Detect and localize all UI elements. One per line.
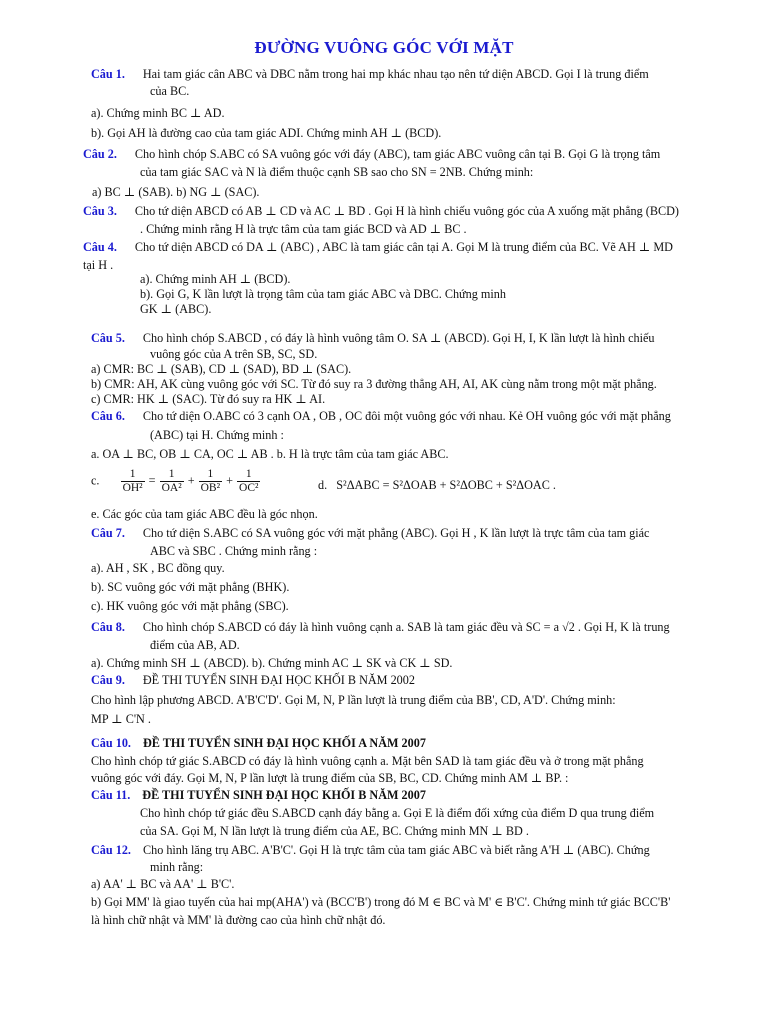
line-text: b) CMR: AH, AK cùng vuông góc với SC. Từ đó suy ra 3 đường thẳng AH, AI, AK cùng nằm trong một mặt phẳng. (91, 377, 657, 391)
text-line (91, 895, 670, 910)
line-text: minh rằng: (150, 860, 204, 874)
text-line (91, 526, 649, 541)
line-text: c). HK vuông góc với mặt phẳng (SBC). (91, 599, 289, 613)
text-line (91, 620, 670, 635)
text-line (83, 240, 673, 255)
line-text: Cho hình chóp tứ giác S.ABCD có đáy là hình vuông cạnh a. Mặt bên SAD là tam giác đều và ở trong mặt phẳng (91, 754, 644, 768)
text-line (91, 447, 449, 462)
line-text: a) CMR: BC ⊥ (SAB), CD ⊥ (SAD), BD ⊥ (SAC). (91, 362, 352, 376)
text-line (91, 599, 289, 614)
text-line (91, 788, 426, 803)
text-line (83, 258, 113, 273)
text-line (91, 843, 650, 858)
line-text: a. OA ⊥ BC, OB ⊥ CA, OC ⊥ AB . b. H là trực tâm của tam giác ABC. (91, 447, 449, 461)
line-text: GK ⊥ (ABC). (140, 302, 212, 316)
text-line (91, 106, 225, 121)
question-number: Câu 11. (91, 788, 131, 802)
text-line (91, 771, 568, 786)
fraction-ob: $\frac{1}{\text{OB²}}$ (200, 468, 221, 494)
text-line (91, 656, 452, 671)
line-text: c) CMR: HK ⊥ (SAC). Từ đó suy ra HK ⊥ AI. (91, 392, 326, 406)
text-line (150, 544, 317, 559)
line-text: Cho hình lập phương ABCD. A'B'C'D'. Gọi M, N, P lần lượt là trung điểm của BB', CD, A'D'. Chứng minh: (91, 693, 616, 707)
text-line (150, 638, 240, 653)
question-number: Câu 10. (91, 736, 131, 750)
line-text: b). SC vuông góc với mặt phẳng (BHK). (91, 580, 290, 594)
line-text: ĐỀ THI TUYỂN SINH ĐẠI HỌC KHỐI B NĂM 2002 (142, 673, 415, 687)
exam-heading: ĐỀ THI TUYỂN SINH ĐẠI HỌC KHỐI B NĂM 2007 (142, 788, 426, 802)
text-line (140, 302, 211, 317)
line-text: ABC và SBC . Chứng minh rằng : (150, 544, 318, 558)
line-text: Cho hình chóp S.ABCD , có đáy là hình vuông tâm O. SA ⊥ (ABCD). Gọi H, I, K lần lượt là hình chiếu (142, 331, 655, 345)
line-text: b) Gọi MM' là giao tuyến của hai mp(AHA') và (BCC'B') trong đó M ∈ BC và M' ∈ B'C'. Chứng minh tứ giác BCC'B' (91, 895, 671, 909)
fraction-oc: $\frac{1}{\text{OC²}}$ (239, 468, 259, 494)
line-text: a) AA' ⊥ BC và AA' ⊥ B'C'. (91, 877, 235, 891)
text-line (150, 84, 189, 99)
formula-c-label: c. (91, 473, 100, 488)
text-line (140, 824, 529, 839)
question-number: Câu 7. (91, 526, 125, 540)
line-text: Cho hình chóp S.ABC có SA vuông góc với đáy (ABC), tam giác ABC vuông cân tại B. Gọi G là trọng tâm (134, 147, 661, 161)
line-text: . Chứng minh rằng H là trực tâm của tam giác BCD và AD ⊥ BC . (140, 222, 467, 236)
text-line (83, 147, 660, 162)
text-line (91, 362, 351, 377)
question-number: Câu 3. (83, 204, 117, 218)
line-text: vuông góc với đáy. Gọi M, N, P lần lượt là trung điểm của SB, BC, CD. Chứng minh AM ⊥ BP. : (91, 771, 569, 785)
question-number: Câu 8. (91, 620, 125, 634)
text-line (140, 806, 654, 821)
line-text: Cho tứ diện O.ABC có 3 cạnh OA , OB , OC đôi một vuông góc với nhau. Kẻ OH vuông góc với mặt phẳng (142, 409, 671, 423)
question-number: Câu 4. (83, 240, 117, 254)
line-text: Cho hình lăng trụ ABC. A'B'C'. Gọi H là trực tâm của tam giác ABC và biết rằng A'H ⊥ (ABC). Chứng (142, 843, 650, 857)
line-text: Cho tứ diện ABCD có AB ⊥ CD và AC ⊥ BD . Gọi H là hình chiếu vuông góc của A xuống mặt phẳng (BCD) (134, 204, 679, 218)
formula-d-text: S²ΔABC = S²ΔOAB + S²ΔOBC + S²ΔOAC . (336, 478, 556, 492)
text-line (140, 287, 506, 302)
text-line (91, 877, 234, 892)
text-line (91, 712, 151, 727)
fraction-oa: $\frac{1}{\text{OA²}}$ (161, 468, 182, 494)
text-line (150, 428, 284, 443)
line-text: tại H . (83, 258, 114, 272)
line-text: vuông góc của A trên SB, SC, SD. (150, 347, 318, 361)
text-line (91, 409, 671, 424)
question-number: Câu 5. (91, 331, 125, 345)
text-line (150, 860, 203, 875)
question-number: Câu 6. (91, 409, 125, 423)
text-line (150, 347, 317, 362)
line-text: a). Chứng minh BC ⊥ AD. (91, 106, 225, 120)
text-line (91, 126, 441, 141)
line-text: Cho tứ diện ABCD có DA ⊥ (ABC) , ABC là tam giác cân tại A. Gọi M là trung điểm của BC. Vẽ AH ⊥ MD (134, 240, 673, 254)
formula-c: c. $\frac{1}{\text{OH²}}$ = $\frac{1}{\text{OA²}}$ + $\frac{1}{\text{OB²}}$ + $\frac{1}{\text{OC²}}$ (91, 468, 259, 494)
text-line (91, 693, 616, 708)
line-text: Cho hình chóp S.ABCD có đáy là hình vuông cạnh a. SAB là tam giác đều và SC = a √2 . Gọi H, K là trung (142, 620, 670, 634)
text-line (83, 204, 679, 219)
fraction-oh: $\frac{1}{\text{OH²}}$ (122, 468, 143, 494)
text-line (140, 272, 290, 287)
text-line (91, 377, 657, 392)
text-line (91, 754, 644, 769)
question-number: Câu 1. (91, 67, 125, 81)
text-line (91, 392, 325, 407)
line-text: a) BC ⊥ (SAB). b) NG ⊥ (SAC). (92, 185, 260, 199)
text-line (140, 222, 467, 237)
text-line (91, 507, 318, 522)
line-text: (ABC) tại H. Chứng minh : (150, 428, 284, 442)
line-text: MP ⊥ C'N . (91, 712, 151, 726)
line-text: điểm của AB, AD. (150, 638, 240, 652)
line-text: Hai tam giác cân ABC và DBC nằm trong hai mp khác nhau tạo nên tứ diện ABCD. Gọi I là trung điểm (142, 67, 649, 81)
formula-d-label: d. (318, 478, 328, 492)
text-line (140, 165, 533, 180)
exam-heading: ĐỀ THI TUYỂN SINH ĐẠI HỌC KHỐI A NĂM 2007 (142, 736, 426, 750)
line-text: của tam giác SAC và N là điểm thuộc cạnh SB sao cho SN = 2NB. Chứng minh: (140, 165, 534, 179)
line-text: a). Chứng minh AH ⊥ (BCD). (140, 272, 291, 286)
line-text: Cho tứ diện S.ABC có SA vuông góc với mặt phẳng (ABC). Gọi H , K lần lượt là trực tâm của tam giác (142, 526, 650, 540)
text-line (91, 561, 225, 576)
text-line (91, 580, 289, 595)
line-text: e. Các góc của tam giác ABC đều là góc nhọn. (91, 507, 318, 521)
line-text: b). Gọi G, K lần lượt là trọng tâm của tam giác ABC và DBC. Chứng minh (140, 287, 506, 301)
line-text: của SA. Gọi M, N lần lượt là trung điểm của AE, BC. Chứng minh MN ⊥ BD . (140, 824, 529, 838)
line-text: của BC. (150, 84, 190, 98)
text-line (91, 913, 385, 928)
question-number: Câu 9. (91, 673, 125, 687)
question-number: Câu 12. (91, 843, 131, 857)
question-number: Câu 2. (83, 147, 117, 161)
text-line (91, 331, 655, 346)
line-text: là hình chữ nhật và MM' là đường cao của hình chữ nhật đó. (91, 913, 386, 927)
text-line (91, 67, 649, 82)
line-text: a). Chứng minh SH ⊥ (ABCD). b). Chứng minh AC ⊥ SK và CK ⊥ SD. (91, 656, 453, 670)
text-line (92, 185, 259, 200)
line-text: b). Gọi AH là đường cao của tam giác ADI. Chứng minh AH ⊥ (BCD). (91, 126, 442, 140)
text-line (91, 673, 415, 688)
formula-d (318, 478, 556, 493)
line-text: a). AH , SK , BC đồng quy. (91, 561, 225, 575)
line-text: Cho hình chóp tứ giác đều S.ABCD cạnh đáy bằng a. Gọi E là điểm đối xứng của điểm D qua trung điểm (140, 806, 655, 820)
text-line (91, 736, 426, 751)
page-title: ĐƯỜNG VUÔNG GÓC VỚI MẶT (254, 38, 514, 57)
